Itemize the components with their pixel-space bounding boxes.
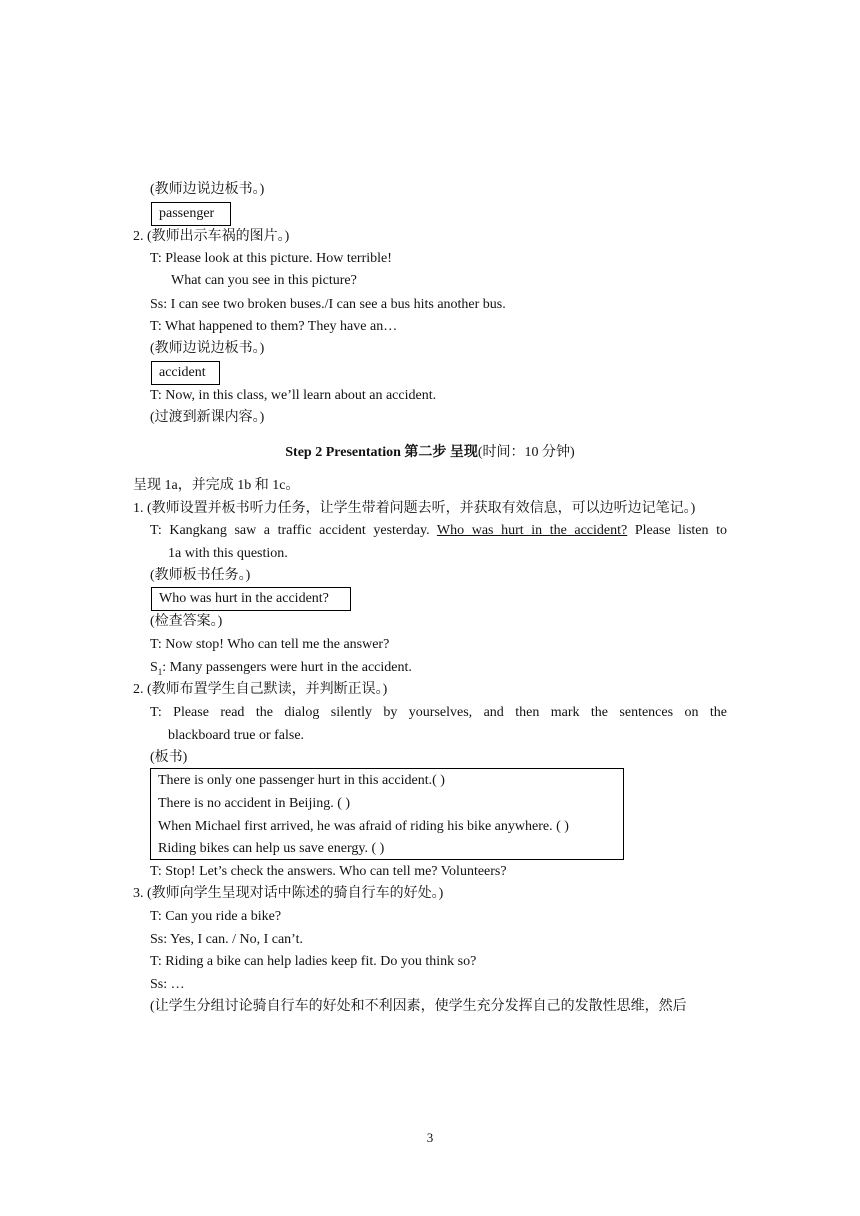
students-line: Ss: I can see two broken buses./I can see a bus hits another bus. <box>150 297 506 312</box>
teacher-line: T: Riding a bike can help ladies keep fit. Do you think so? <box>150 954 477 969</box>
teacher-line: T: Can you ride a bike? <box>150 909 282 924</box>
teacher-line: T: Please look at this picture. How terrible! <box>150 251 392 266</box>
true-false-board <box>150 768 624 860</box>
tf-statement: There is no accident in Beijing. ( ) <box>158 796 351 811</box>
students-line: Ss: Yes, I can. / No, I can’t. <box>150 932 303 947</box>
tf-statement: There is only one passenger hurt in this accident.( ) <box>158 773 445 788</box>
item-1-intro: 1. (教师设置并板书听力任务，让学生带着问题去听，并获取有效信息，可以边听边记笔记。) <box>133 501 696 516</box>
transition-note: (过渡到新课内容。) <box>150 410 265 425</box>
teacher-line-cont: blackboard true or false. <box>168 728 305 743</box>
teacher-line-text: T: Kangkang saw a traffic accident yesterday. <box>150 523 437 538</box>
board-note: (教师边说边板书。) <box>150 182 265 197</box>
item-3-intro: 3. (教师向学生呈现对话中陈述的骑自行车的好处。) <box>133 886 444 901</box>
student-subscript: 1 <box>157 666 163 677</box>
teacher-line: T: Now, in this class, we’ll learn about an accident. <box>150 388 437 403</box>
board-note: (教师边说边板书。) <box>150 341 265 356</box>
check-note: (检查答案。) <box>150 614 223 629</box>
students-line: Ss: … <box>150 977 185 992</box>
item-2-intro: 2. (教师出示车祸的图片。) <box>133 229 290 244</box>
student-line <box>150 659 412 681</box>
tf-statement: When Michael first arrived, he was afraid of riding his bike anywhere. ( ) <box>158 819 569 834</box>
teacher-line: T: Please read the dialog silently by yourselves, and then mark the sentences on the <box>150 705 727 720</box>
step-heading <box>0 444 860 462</box>
teacher-line: T: Stop! Let’s check the answers. Who can tell me? Volunteers? <box>150 864 507 879</box>
teacher-line: T: Now stop! Who can tell me the answer? <box>150 637 390 652</box>
board-box-question: Who was hurt in the accident? <box>151 587 351 611</box>
underlined-question: Who was hurt in the accident? <box>436 523 628 538</box>
teacher-line-cont: What can you see in this picture? <box>171 273 357 288</box>
board-note: (教师板书任务。) <box>150 568 251 583</box>
board-box-passenger: passenger <box>151 202 231 226</box>
step-heading-title: Step 2 Presentation 第二步 呈现 <box>285 445 478 460</box>
teacher-line: T: What happened to them? They have an… <box>150 319 398 334</box>
tf-statement: Riding bikes can help us save energy. ( ) <box>158 841 385 856</box>
board-note: (板书) <box>150 750 188 765</box>
page-number: 3 <box>426 1130 434 1145</box>
discussion-note: (让学生分组讨论骑自行车的好处和不利因素，使学生充分发挥自己的发散性思维，然后 <box>150 999 687 1014</box>
student-text: : Many passengers were hurt in the accident. <box>162 660 412 675</box>
board-box-accident: accident <box>151 361 220 385</box>
teacher-line-cont: 1a with this question. <box>168 546 288 561</box>
teacher-line <box>150 522 727 540</box>
teacher-line-text: Please listen to <box>627 523 727 538</box>
step-heading-time: (时间：10 分钟) <box>477 445 575 460</box>
item-2-intro: 2. (教师布置学生自己默读，并判断正误。) <box>133 682 388 697</box>
step-intro: 呈现 1a，并完成 1b 和 1c。 <box>133 478 300 493</box>
student-label: S <box>150 660 158 675</box>
